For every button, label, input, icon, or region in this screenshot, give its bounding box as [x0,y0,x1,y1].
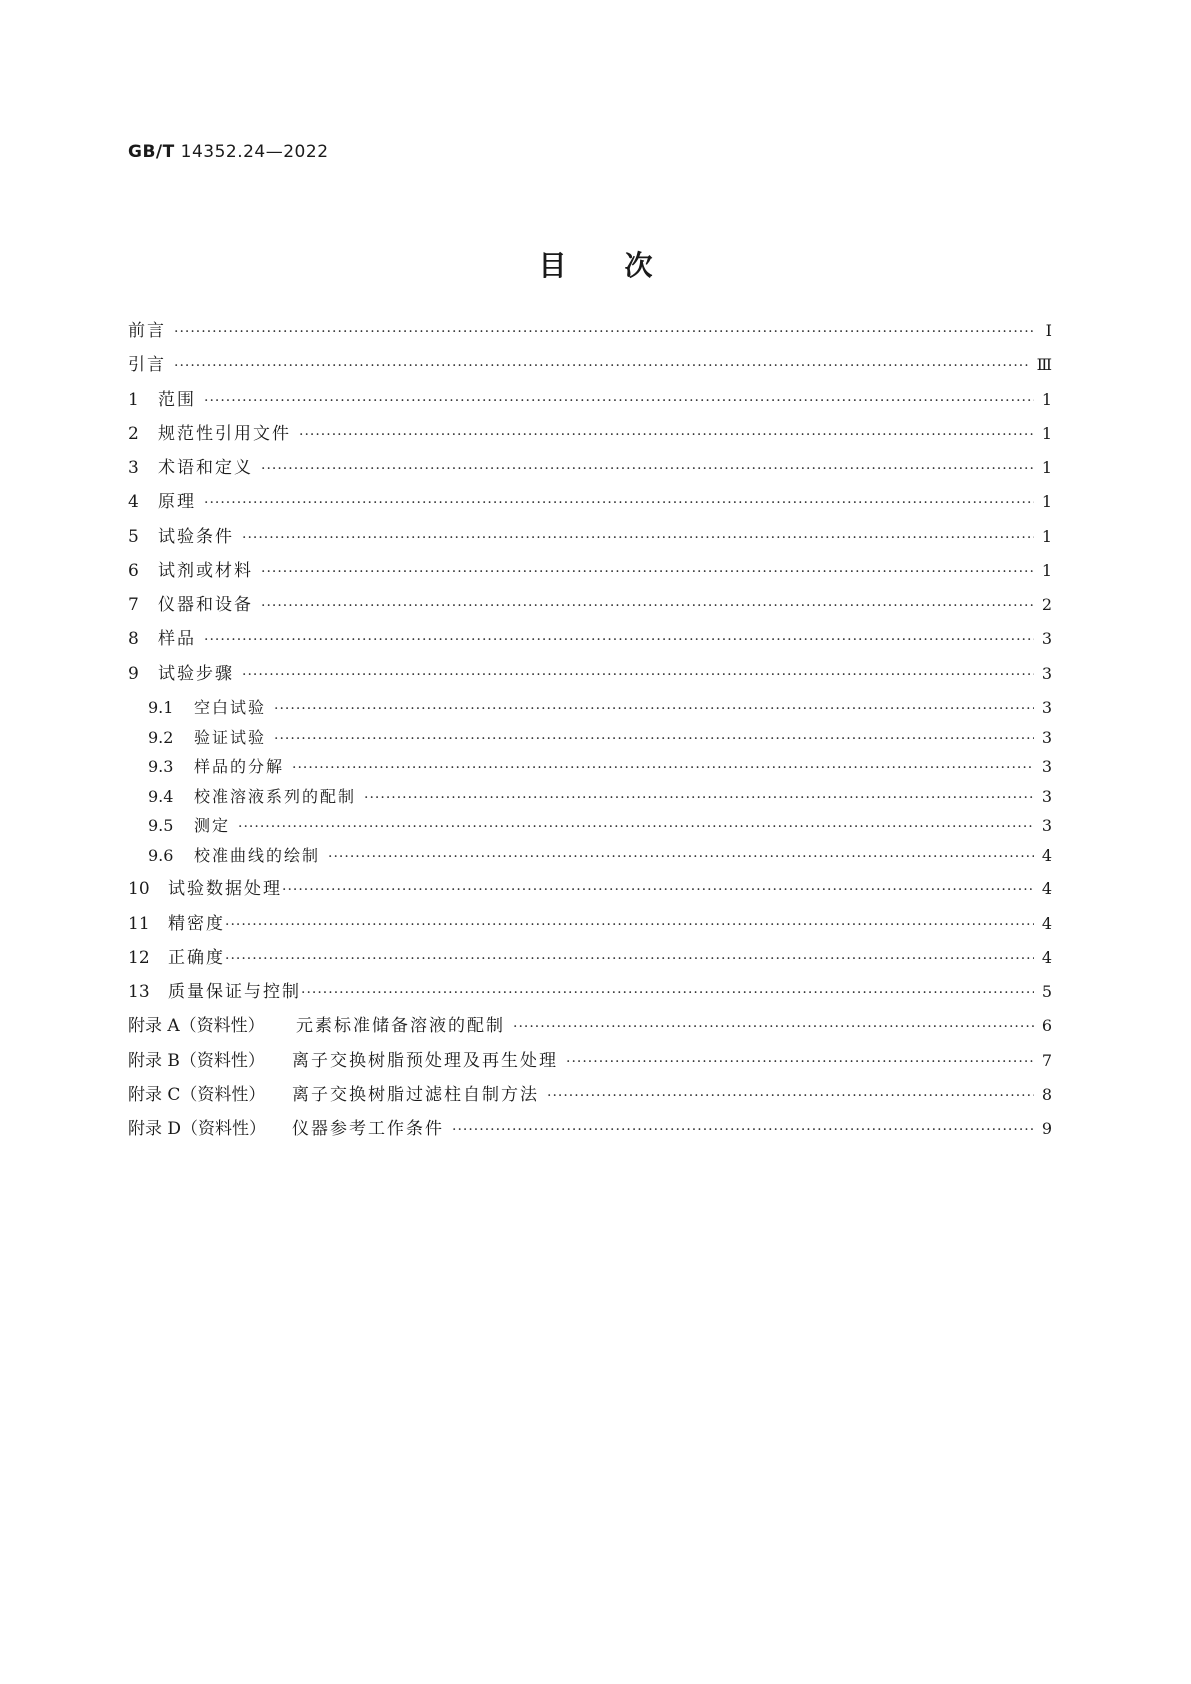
toc-page-number: Ⅲ [1036,355,1052,374]
toc-entry-number: 6 [128,561,139,581]
toc-entry-text: 试剂或材料 [158,561,253,581]
toc-page-number: 7 [1041,1051,1052,1070]
toc-entry-text: 试验步骤 [158,664,234,684]
toc-entry-number: 10 [128,879,150,899]
toc-leader-dots [225,948,1034,970]
toc-entry-9-4[interactable] [148,786,1052,809]
toc-entry-number: 9.5 [148,816,174,835]
toc-leader-dots [274,698,1034,720]
toc-entry-number: 9.4 [148,787,174,806]
toc-entry-12[interactable] [128,947,1052,970]
toc-entry-text: 样品 [158,629,196,649]
toc-entry-number: 1 [128,390,139,410]
toc-leader-dots [328,846,1034,868]
toc-entry-7[interactable] [128,594,1052,617]
toc-entry-number: 9.2 [148,728,174,747]
toc-entry-2[interactable] [128,423,1052,446]
page-title: 目次 [538,249,711,282]
toc-leader-dots [174,321,1034,343]
toc-entry-11[interactable] [128,913,1052,936]
toc-entry-text: 正确度 [168,948,225,968]
toc-page-number: 8 [1041,1085,1052,1104]
toc-leader-dots [301,982,1034,1004]
toc-entry-text: 样品的分解 [194,757,285,776]
toc-entry-text: 范围 [158,390,196,410]
toc-leader-dots [274,728,1034,750]
toc-entry-text: 试验数据处理 [168,879,282,899]
toc-entry-9-5[interactable] [148,815,1052,838]
toc-page-number: 3 [1041,629,1052,648]
toc-leader-dots [225,914,1034,936]
toc-leader-dots [364,787,1034,809]
toc-entry-9-2[interactable] [148,727,1052,750]
toc-leader-dots [299,424,1034,446]
toc-entry-9[interactable] [128,663,1052,686]
toc-entry-text: 校准曲线的绘制 [194,846,321,865]
toc-page-number: 4 [1041,846,1052,865]
toc-page-number: 1 [1041,561,1052,580]
toc-page-number: 4 [1041,948,1052,967]
toc-entry-text: 校准溶液系列的配制 [194,787,357,806]
toc-entry-text: 仪器和设备 [158,595,253,615]
toc-entry-13[interactable] [128,981,1052,1004]
toc-entry-number: 7 [128,595,139,615]
toc-entry-text: 离子交换树脂过滤柱自制方法 [292,1085,539,1105]
toc-entry-number: 附录 B（资料性） [128,1051,265,1071]
toc-page-number: 4 [1041,879,1052,898]
toc-page-number: 3 [1041,787,1052,806]
toc-entry-number: 3 [128,458,139,478]
toc-leader-dots [547,1085,1034,1107]
toc-leader-dots [261,595,1034,617]
toc-leader-dots [174,355,1029,377]
toc-entry-8[interactable] [128,628,1052,651]
toc-entry-foreword[interactable] [128,320,1052,343]
toc-page-number: 3 [1041,728,1052,747]
toc-entry-annex-c[interactable] [128,1084,1052,1107]
toc-entry-number: 11 [128,914,150,934]
toc-page-number: 1 [1041,390,1052,409]
toc-entry-number: 9 [128,664,139,684]
toc-entry-text: 试验条件 [158,527,234,547]
toc-entry-number: 13 [128,982,150,1002]
toc-entry-number: 9.1 [148,698,174,717]
toc-leader-dots [513,1016,1034,1038]
toc-leader-dots [238,816,1034,838]
toc-entry-number: 附录 C（资料性） [128,1085,266,1105]
standard-code-header [128,142,329,162]
toc-leader-dots [242,664,1034,686]
toc-page-number: 1 [1041,458,1052,477]
toc-entry-number: 9.3 [148,757,174,776]
toc-entry-text: 验证试验 [194,728,267,747]
toc-entry-10[interactable] [128,878,1052,901]
toc-entry-annex-d[interactable] [128,1118,1052,1141]
standard-code-number: 14352.24—2022 [180,142,329,162]
toc-entry-number: 附录 D（资料性） [128,1119,267,1139]
toc-leader-dots [261,458,1034,480]
toc-page-number: 9 [1041,1119,1052,1138]
toc-leader-dots [242,527,1034,549]
toc-leader-dots [566,1051,1034,1073]
toc-page-number: 1 [1041,424,1052,443]
toc-leader-dots [282,879,1034,901]
toc-leader-dots [204,629,1034,651]
toc-page-number: 4 [1041,914,1052,933]
toc-entry-number: 12 [128,948,150,968]
toc-leader-dots [452,1119,1034,1141]
toc-entry-9-3[interactable] [148,756,1052,779]
toc-entry-9-1[interactable] [148,697,1052,720]
toc-entry-text: 前言 [128,321,166,341]
toc-entry-introduction[interactable] [128,354,1052,377]
toc-leader-dots [292,757,1034,779]
toc-entry-text: 空白试验 [194,698,267,717]
toc-page-number: 3 [1041,757,1052,776]
toc-page-number: 5 [1041,982,1052,1001]
toc-leader-dots [204,492,1034,514]
toc-entry-annex-a[interactable] [128,1015,1052,1038]
toc-entry-1[interactable] [128,389,1052,412]
toc-entry-9-6[interactable] [148,845,1052,868]
toc-entry-text: 精密度 [168,914,225,934]
toc-entry-number: 4 [128,492,139,512]
toc-leader-dots [261,561,1034,583]
toc-page-number: 3 [1041,816,1052,835]
toc-page-number: 6 [1041,1016,1052,1035]
toc-entry-4[interactable] [128,491,1052,514]
toc-entry-number: 8 [128,629,139,649]
toc-entry-number: 9.6 [148,846,174,865]
toc-entry-text: 测定 [194,816,231,835]
toc-page-number: 3 [1041,698,1052,717]
toc-entry-number: 5 [128,527,139,547]
toc-entry-6[interactable] [128,560,1052,583]
toc-entry-text: 质量保证与控制 [168,982,301,1002]
toc-entry-text: 术语和定义 [158,458,253,478]
toc-entry-annex-b[interactable] [128,1050,1052,1073]
toc-entry-text: 仪器参考工作条件 [292,1119,444,1139]
toc-entry-number: 附录 A（资料性） [128,1016,265,1036]
toc-entry-number: 2 [128,424,139,444]
toc-entry-text: 引言 [128,355,166,375]
toc-entry-text: 原理 [158,492,196,512]
toc-page-number: 1 [1041,492,1052,511]
toc-entry-text: 离子交换树脂预处理及再生处理 [292,1051,558,1071]
toc-entry-5[interactable] [128,526,1052,549]
toc-page-number: 1 [1041,527,1052,546]
toc-entry-text: 规范性引用文件 [158,424,291,444]
toc-page-number: 3 [1041,664,1052,683]
standard-code-prefix: GB/T [128,142,175,162]
toc-page-number: Ⅰ [1045,321,1052,340]
toc-entry-text: 元素标准储备溶液的配制 [296,1016,505,1036]
toc-page-number: 2 [1041,595,1052,614]
toc-entry-3[interactable] [128,457,1052,480]
toc-leader-dots [204,390,1034,412]
